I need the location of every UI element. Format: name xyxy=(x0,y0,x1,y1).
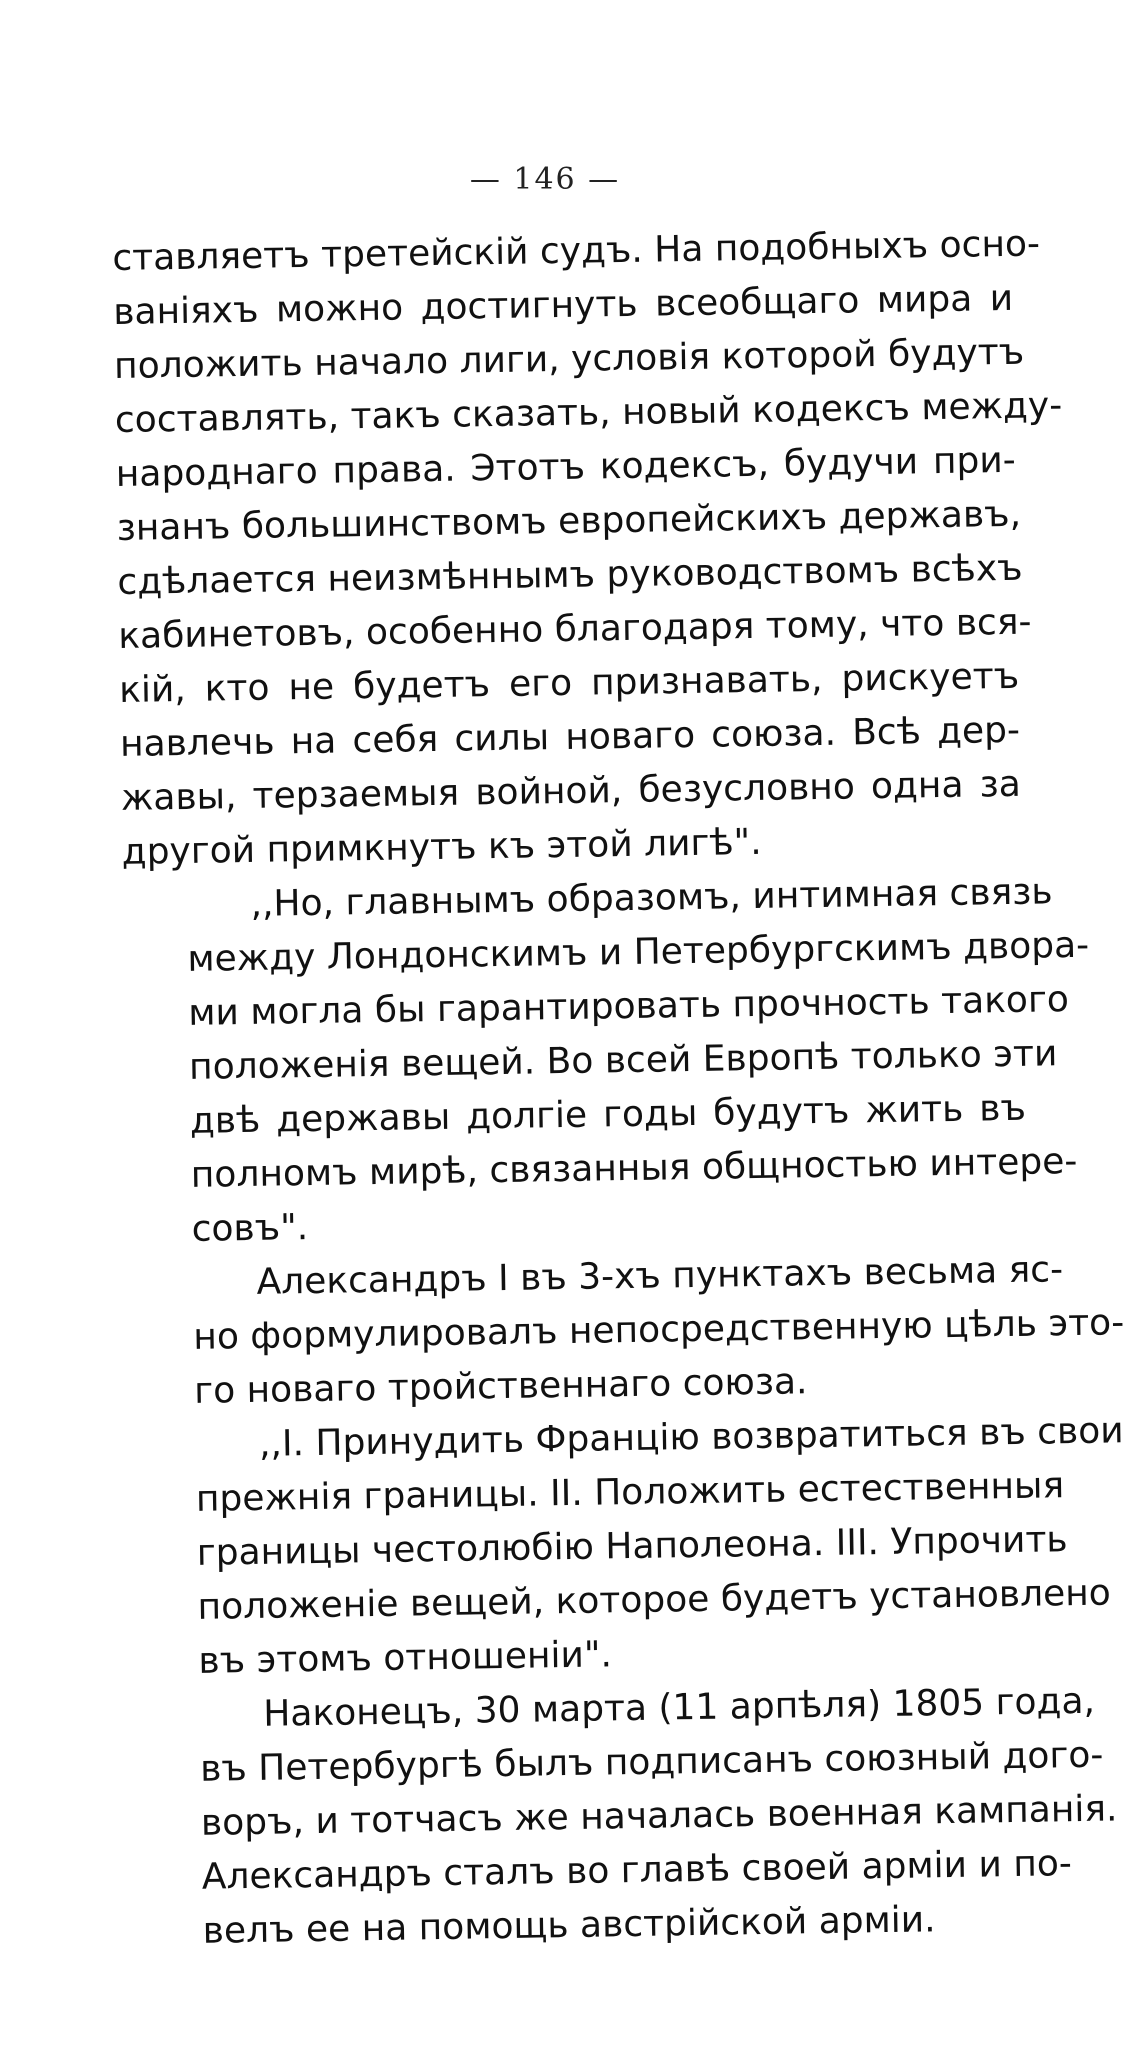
text-line: ми могла бы гарантировать прочность такого xyxy=(187,979,1070,1034)
paragraph xyxy=(112,218,1063,880)
text-line: положенія вещей. Во всей Европѣ только эти xyxy=(188,1033,1058,1088)
text-line: другой примкнутъ къ этой лигѣ". xyxy=(121,821,762,873)
text-line: жавы, терзаемыя войной, безусловно одна за xyxy=(120,763,1022,819)
text-line: двѣ державы долгіе годы будутъ жить въ xyxy=(189,1087,1027,1142)
text-line: прежнія границы. II. Положить естественныя xyxy=(195,1465,1065,1520)
paragraph xyxy=(131,1406,1124,1690)
text-line: велъ ее на помощь австрійской арміи. xyxy=(202,1899,936,1952)
text-line: Александръ сталъ во главѣ своей арміи и по- xyxy=(201,1843,1073,1898)
text-line: сдѣлается неизмѣннымъ руководствомъ всѣхъ xyxy=(117,547,1023,603)
text-line: го новаго тройственнаго союза. xyxy=(193,1361,808,1412)
text-line: Наконецъ, 30 марта (11 арпѣля) 1805 года, xyxy=(262,1680,1096,1735)
text-line: знанъ большинствомъ европейскихъ державъ, xyxy=(116,493,1022,549)
text-line: ,,I. Принудить Францію возвратиться въ свои xyxy=(258,1410,1124,1465)
paragraph xyxy=(135,1676,1118,1960)
body-text xyxy=(112,218,1125,1960)
paragraph xyxy=(122,866,1090,1258)
text-line: навлечь на себя силы новаго союза. Всѣ дер- xyxy=(119,709,1021,765)
text-line: составлять, такъ сказать, новый кодексъ между- xyxy=(114,385,1063,441)
text-line: ,,Но, главнымъ образомъ, интимная связь xyxy=(250,871,1053,925)
text-line: но формулировалъ непосредственную цѣль это- xyxy=(193,1302,1125,1358)
text-line: совъ". xyxy=(191,1207,309,1250)
text-line: народнаго права. Этотъ кодексъ, будучи при- xyxy=(115,439,1017,495)
paragraph xyxy=(128,1244,1125,1420)
page-number: — 146 — xyxy=(469,162,621,197)
text-line: положеніе вещей, которое будетъ установлено xyxy=(197,1572,1112,1628)
text-line: Александръ I въ 3-хъ пунктахъ весьма яс- xyxy=(256,1249,1064,1303)
text-line: между Лондонскимъ и Петербургскимъ двора- xyxy=(187,924,1090,980)
text-line: въ Петербургѣ былъ подписанъ союзный дого- xyxy=(199,1734,1104,1790)
text-line: въ этомъ отношеніи". xyxy=(198,1634,613,1682)
text-line: ваніяхъ можно достигнуть всеобщаго мира и xyxy=(112,277,1014,333)
text-line: ставляетъ третейскій судъ. На подобныхъ осно- xyxy=(112,223,1041,279)
text-line: кій, кто не будетъ его признавать, рискуетъ xyxy=(118,655,1020,711)
text-line: границы честолюбію Наполеона. III. Упрочить xyxy=(196,1519,1068,1574)
text-line: воръ, и тотчасъ же началась военная кампанія. xyxy=(200,1788,1118,1844)
text-line: кабинетовъ, особенно благодаря тому, что вся- xyxy=(118,601,1032,657)
text-line: полномъ мирѣ, связанныя общностью интере- xyxy=(190,1140,1078,1196)
text-line: положить начало лиги, условія которой будутъ xyxy=(113,331,1025,387)
